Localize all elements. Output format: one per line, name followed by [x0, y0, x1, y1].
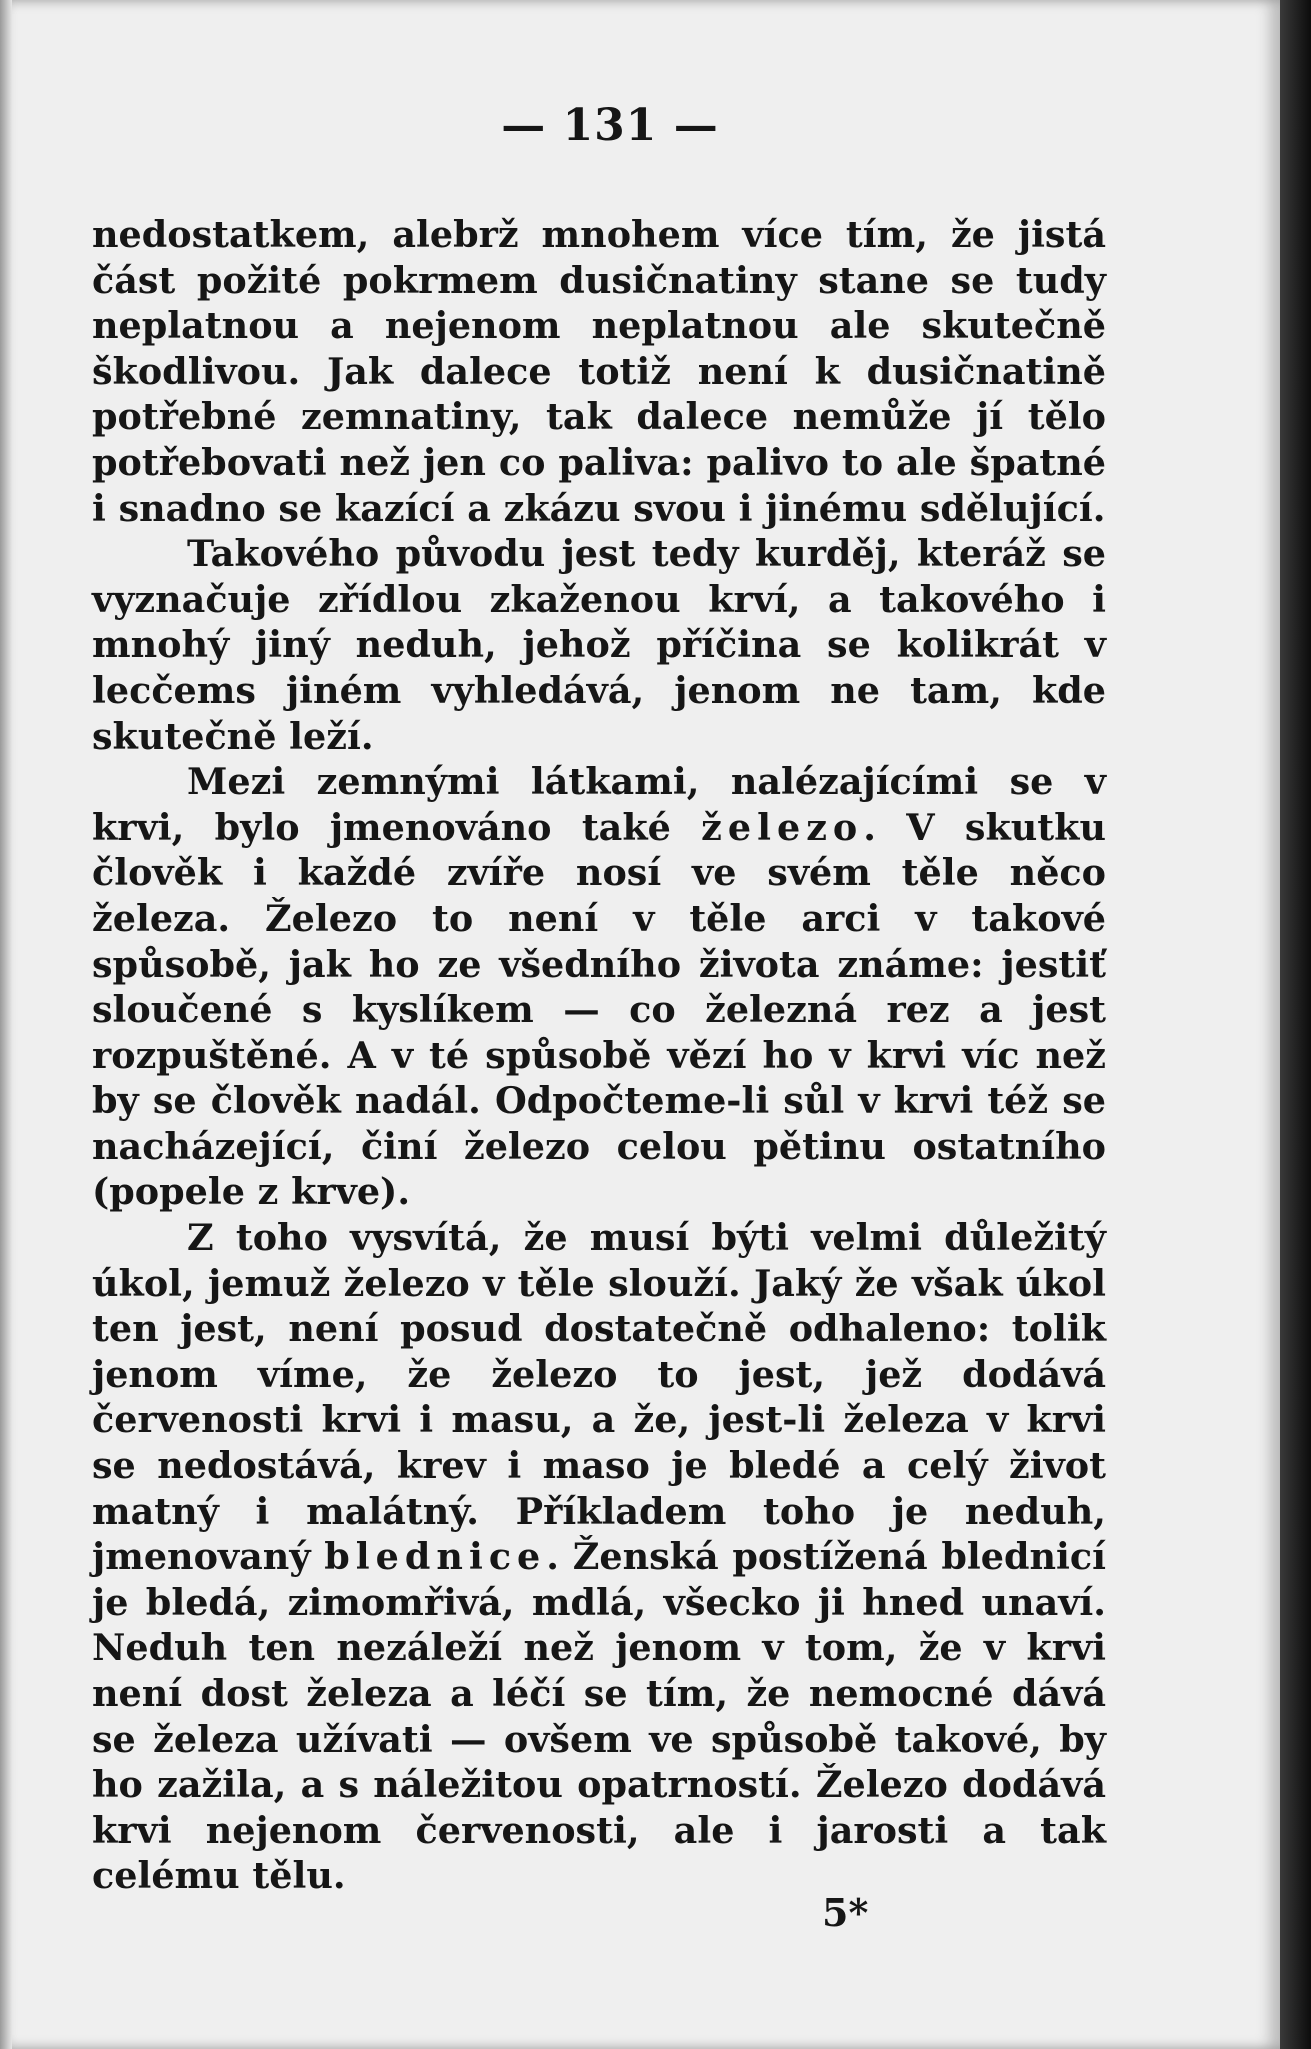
paragraph-text: Z toho vysvítá, že musí býti velmi důležitý úkol, jemuž železo v těle slouží. Jaký že však úkol ten jest, není posud dostatečně odhaleno: tolik jenom víme, že železo to jest, jež dodává červenosti krvi i masu, a že, jest-li železa v krvi se nedostává, krev i maso je bledé a celý život matný i malátný. Příkladem toho je neduh, jmenovaný	[92, 1216, 1106, 1579]
page-number: — 131 —	[501, 100, 719, 151]
emphasized-term: železo	[701, 805, 864, 849]
paragraph	[92, 531, 1106, 759]
paragraph	[92, 212, 1106, 531]
signature-mark: 5*	[822, 1890, 869, 1935]
body-text	[92, 212, 1106, 1899]
paragraph	[92, 759, 1106, 1215]
emphasized-term: blednice	[324, 1535, 547, 1579]
paragraph-text: . V skutku člověk i každé zvíře nosí ve svém těle něco železa. Železo to není v těle arci v takové spůsobě, jak ho ze všedního života známe: jestiť sloučené s kyslíkem — co železná rez a jest rozpuštěné. A v té spůsobě vězí ho v krvi víc než by se člověk nadál. Odpočteme-li sůl v krvi též se nacházející, činí železo celou pětinu ostatního (popele z krve).	[92, 805, 1106, 1214]
paragraph-text: Takového původu jest tedy kurděj, kteráž se vyznačuje zřídlou zkaženou krví, a takového i mnohý jiný neduh, jehož příčina se kolikrát v lecčems jiném vyhledává, jenom ne tam, kde skutečně leží.	[92, 532, 1106, 758]
page-left-edge	[0, 0, 12, 2049]
page-right-edge	[1280, 0, 1311, 2049]
paragraph-text: . Ženská postížená blednicí je bledá, zimomřivá, mdlá, všecko ji hned unaví. Neduh ten nezáleží než jenom v tom, že v krvi není dost železa a léčí se tím, že nemocné dává se železa užívati — ovšem ve spůsobě takové, by ho zažila, a s náležitou opatrností. Železo dodává krvi nejenom červenosti, ale i jarosti a tak celému tělu.	[92, 1535, 1106, 1898]
paragraph	[92, 1215, 1106, 1899]
paragraph-text: Mezi zemnými látkami, nalézajícími se v krvi, bylo jmenováno také	[92, 760, 1106, 849]
paragraph-text: nedostatkem, alebrž mnohem více tím, že jistá část požité pokrmem dusičnatiny stane se tudy neplatnou a nejenom neplatnou ale skutečně škodlivou. Jak dalece totiž není k dusičnatině potřebné zemnatiny, tak dalece nemůže jí tělo potřebovati než jen co paliva: palivo to ale špatné i snadno se kazící a zkázu svou i jinému sdělující.	[92, 213, 1106, 530]
